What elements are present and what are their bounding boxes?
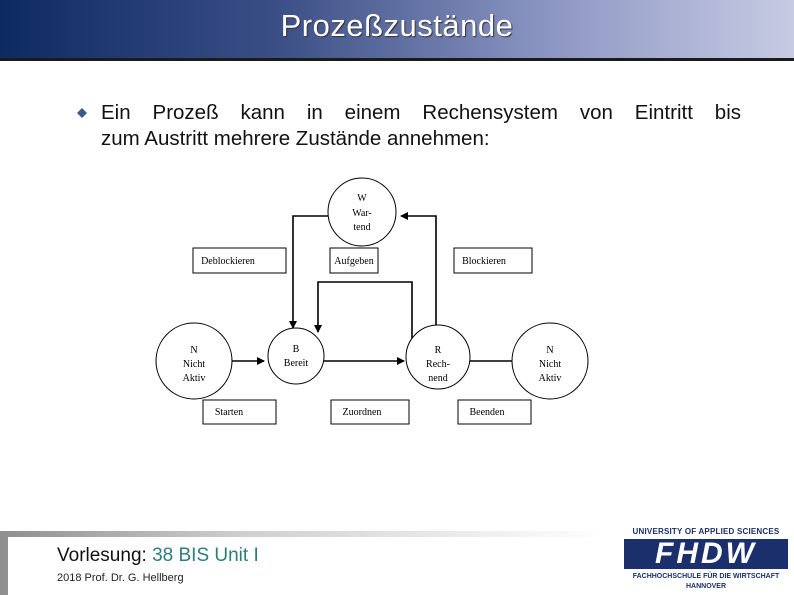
state-ready-line-1: B xyxy=(292,344,300,355)
arrow-give-up xyxy=(318,282,412,346)
logo-city: HANNOVER xyxy=(685,583,727,590)
logo-subtitle: FACHHOCHSCHULE FÜR DIE WIRTSCHAFT xyxy=(632,573,780,580)
arrow-deblock xyxy=(293,216,329,328)
body-line-2: zum Austritt mehrere Zustände annehmen: xyxy=(101,127,490,150)
label-give-up: Aufgeben xyxy=(334,256,374,267)
state-waiting-line-3: tend xyxy=(353,222,371,233)
label-finish: Beenden xyxy=(469,407,505,418)
slide-title: Prozeßzustände xyxy=(280,8,514,43)
arrow-block xyxy=(401,216,436,327)
label-assign: Zuordnen xyxy=(342,407,382,418)
label-start: Starten xyxy=(214,407,244,418)
label-deblock: Deblockieren xyxy=(201,256,255,267)
logo-brand: FHDW xyxy=(624,539,788,569)
fhdw-logo xyxy=(620,527,792,593)
state-inactive-left-line-3: Aktiv xyxy=(182,373,206,384)
lecture-title xyxy=(57,545,259,567)
state-running-line-2: Rech- xyxy=(426,359,450,370)
state-inactive-left-line-1: N xyxy=(190,345,198,356)
label-block: Blockieren xyxy=(462,256,506,267)
state-waiting-line-1: W xyxy=(357,193,367,204)
state-ready xyxy=(268,328,324,384)
lecture-unit: 38 BIS Unit I xyxy=(152,545,259,566)
state-inactive-right-line-3: Aktiv xyxy=(538,373,562,384)
state-inactive-left-line-2: Nicht xyxy=(182,359,206,370)
lecture-prefix: Vorlesung: xyxy=(57,545,147,566)
logo-tagline: UNIVERSITY OF APPLIED SCIENCES xyxy=(632,527,780,536)
state-ready-line-2: Bereit xyxy=(283,358,309,369)
copyright-text: 2018 Prof. Dr. G. Hellberg xyxy=(57,572,184,584)
state-inactive-right-line-2: Nicht xyxy=(538,359,562,370)
state-waiting-line-2: War- xyxy=(352,208,372,219)
state-inactive-right-line-1: N xyxy=(546,345,554,356)
body-line-1: Ein Prozeß kann in einem Rechensystem von Eintritt bis xyxy=(101,101,741,124)
state-running-line-1: R xyxy=(434,345,442,356)
state-running-line-3: nend xyxy=(428,373,448,384)
